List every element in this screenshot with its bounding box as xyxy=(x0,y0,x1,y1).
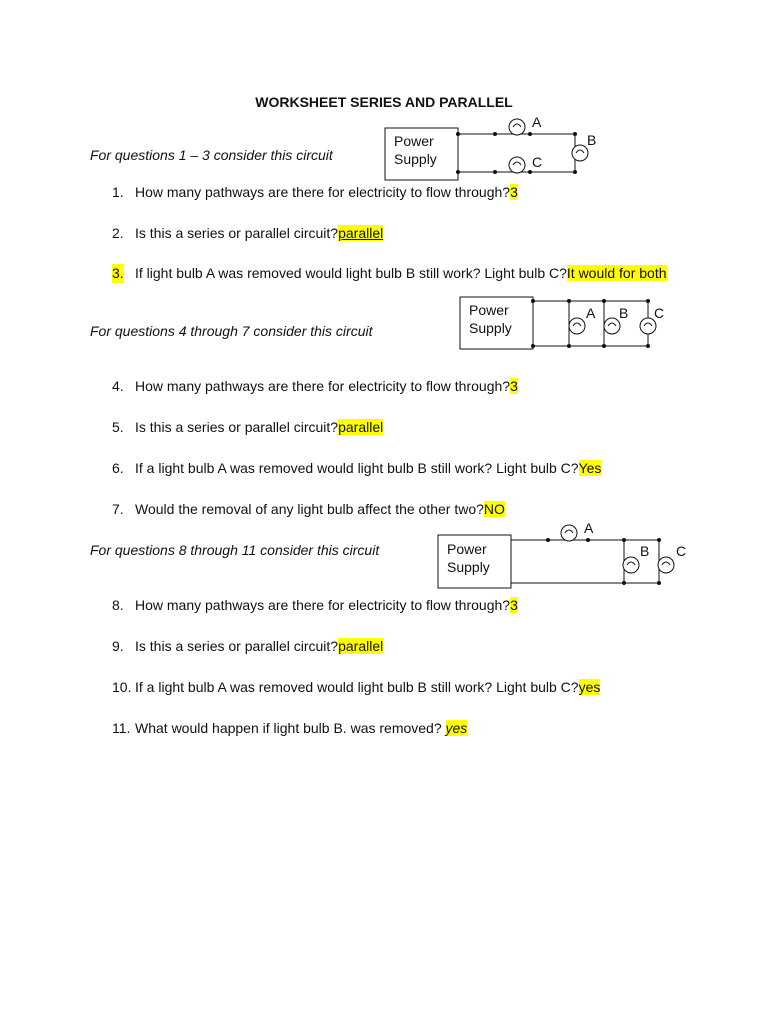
bulb-b-label: B xyxy=(587,132,597,148)
question-text: Is this a series or parallel circuit? xyxy=(135,225,339,241)
question-text: How many pathways are there for electricity to flow through? xyxy=(135,378,511,394)
question-number: 2. xyxy=(112,225,124,241)
answer-highlight: parallel xyxy=(338,225,384,241)
question-11 xyxy=(112,719,672,738)
power-supply-label-1: Power xyxy=(469,302,509,318)
answer-highlight: parallel xyxy=(338,419,384,435)
bulb-b-icon xyxy=(572,145,588,161)
question-4 xyxy=(112,377,672,396)
question-3 xyxy=(112,264,672,283)
power-supply-label-2: Supply xyxy=(469,320,512,336)
bulb-b-icon xyxy=(623,557,639,573)
answer-highlight: 3 xyxy=(510,378,518,394)
bulb-a-icon xyxy=(569,318,585,334)
question-9 xyxy=(112,637,672,656)
power-supply-label-1: Power xyxy=(394,133,434,149)
answer-highlight: 3 xyxy=(510,184,518,200)
question-number: 5. xyxy=(112,419,124,435)
answer-highlight: parallel xyxy=(338,638,384,654)
question-number: 11. xyxy=(112,720,131,736)
question-number: 1. xyxy=(112,184,124,200)
question-number: 7. xyxy=(112,501,124,517)
bulb-c-label: C xyxy=(654,305,665,321)
question-text: What would happen if light bulb B. was removed? xyxy=(135,720,446,736)
question-7 xyxy=(112,500,672,519)
question-5 xyxy=(112,418,672,437)
question-text: How many pathways are there for electricity to flow through? xyxy=(135,597,511,613)
question-8 xyxy=(112,596,672,615)
question-text: If a light bulb A was removed would light bulb B still work? Light bulb C? xyxy=(135,460,579,476)
circuit-1-diagram xyxy=(380,112,610,188)
question-text: If a light bulb A was removed would light bulb B still work? Light bulb C? xyxy=(135,679,579,695)
power-supply-label-2: Supply xyxy=(447,559,490,575)
question-text: How many pathways are there for electricity to flow through? xyxy=(135,184,511,200)
answer-highlight: NO xyxy=(483,501,505,517)
circuit-3-diagram xyxy=(434,518,694,592)
answer-highlight: 3 xyxy=(510,597,518,613)
bulb-c-icon xyxy=(509,157,525,173)
question-6 xyxy=(112,459,672,478)
bulb-c-label: C xyxy=(676,543,687,559)
power-supply-label-1: Power xyxy=(447,541,487,557)
question-text: If light bulb A was removed would light bulb B still work? Light bulb C? xyxy=(135,265,567,281)
bulb-a-label: A xyxy=(532,114,542,130)
circuit-2-diagram xyxy=(456,290,686,356)
question-number: 4. xyxy=(112,378,124,394)
answer-highlight: Yes xyxy=(578,460,602,476)
answer-highlight: It would for both xyxy=(566,265,667,281)
bulb-a-label: A xyxy=(586,305,596,321)
question-text: Would the removal of any light bulb affect the other two? xyxy=(135,501,484,517)
bulb-b-label: B xyxy=(640,543,650,559)
question-10 xyxy=(112,678,672,697)
question-number: 6. xyxy=(112,460,124,476)
question-text: Is this a series or parallel circuit? xyxy=(135,419,339,435)
bulb-a-icon xyxy=(509,119,525,135)
question-text: Is this a series or parallel circuit? xyxy=(135,638,339,654)
bulb-a-icon xyxy=(561,525,577,541)
section-3-intro: For questions 8 through 11 consider this circuit xyxy=(90,542,380,558)
question-number: 10. xyxy=(112,679,132,695)
question-number: 8. xyxy=(112,597,124,613)
section-2-intro: For questions 4 through 7 consider this circuit xyxy=(90,323,373,339)
question-number: 9. xyxy=(112,638,124,654)
answer-highlight: yes xyxy=(578,679,601,695)
bulb-c-icon xyxy=(658,557,674,573)
answer-highlight: yes xyxy=(445,720,468,736)
question-2 xyxy=(112,224,672,243)
bulb-b-icon xyxy=(604,318,620,334)
page-title: WORKSHEET SERIES AND PARALLEL xyxy=(255,94,513,110)
bulb-a-label: A xyxy=(584,520,594,536)
section-1-intro: For questions 1 – 3 consider this circuit xyxy=(90,147,333,163)
question-1 xyxy=(112,183,672,202)
power-supply-label-2: Supply xyxy=(394,151,437,167)
bulb-c-label: C xyxy=(532,154,543,170)
bulb-b-label: B xyxy=(619,305,629,321)
question-number: 3. xyxy=(112,265,124,281)
